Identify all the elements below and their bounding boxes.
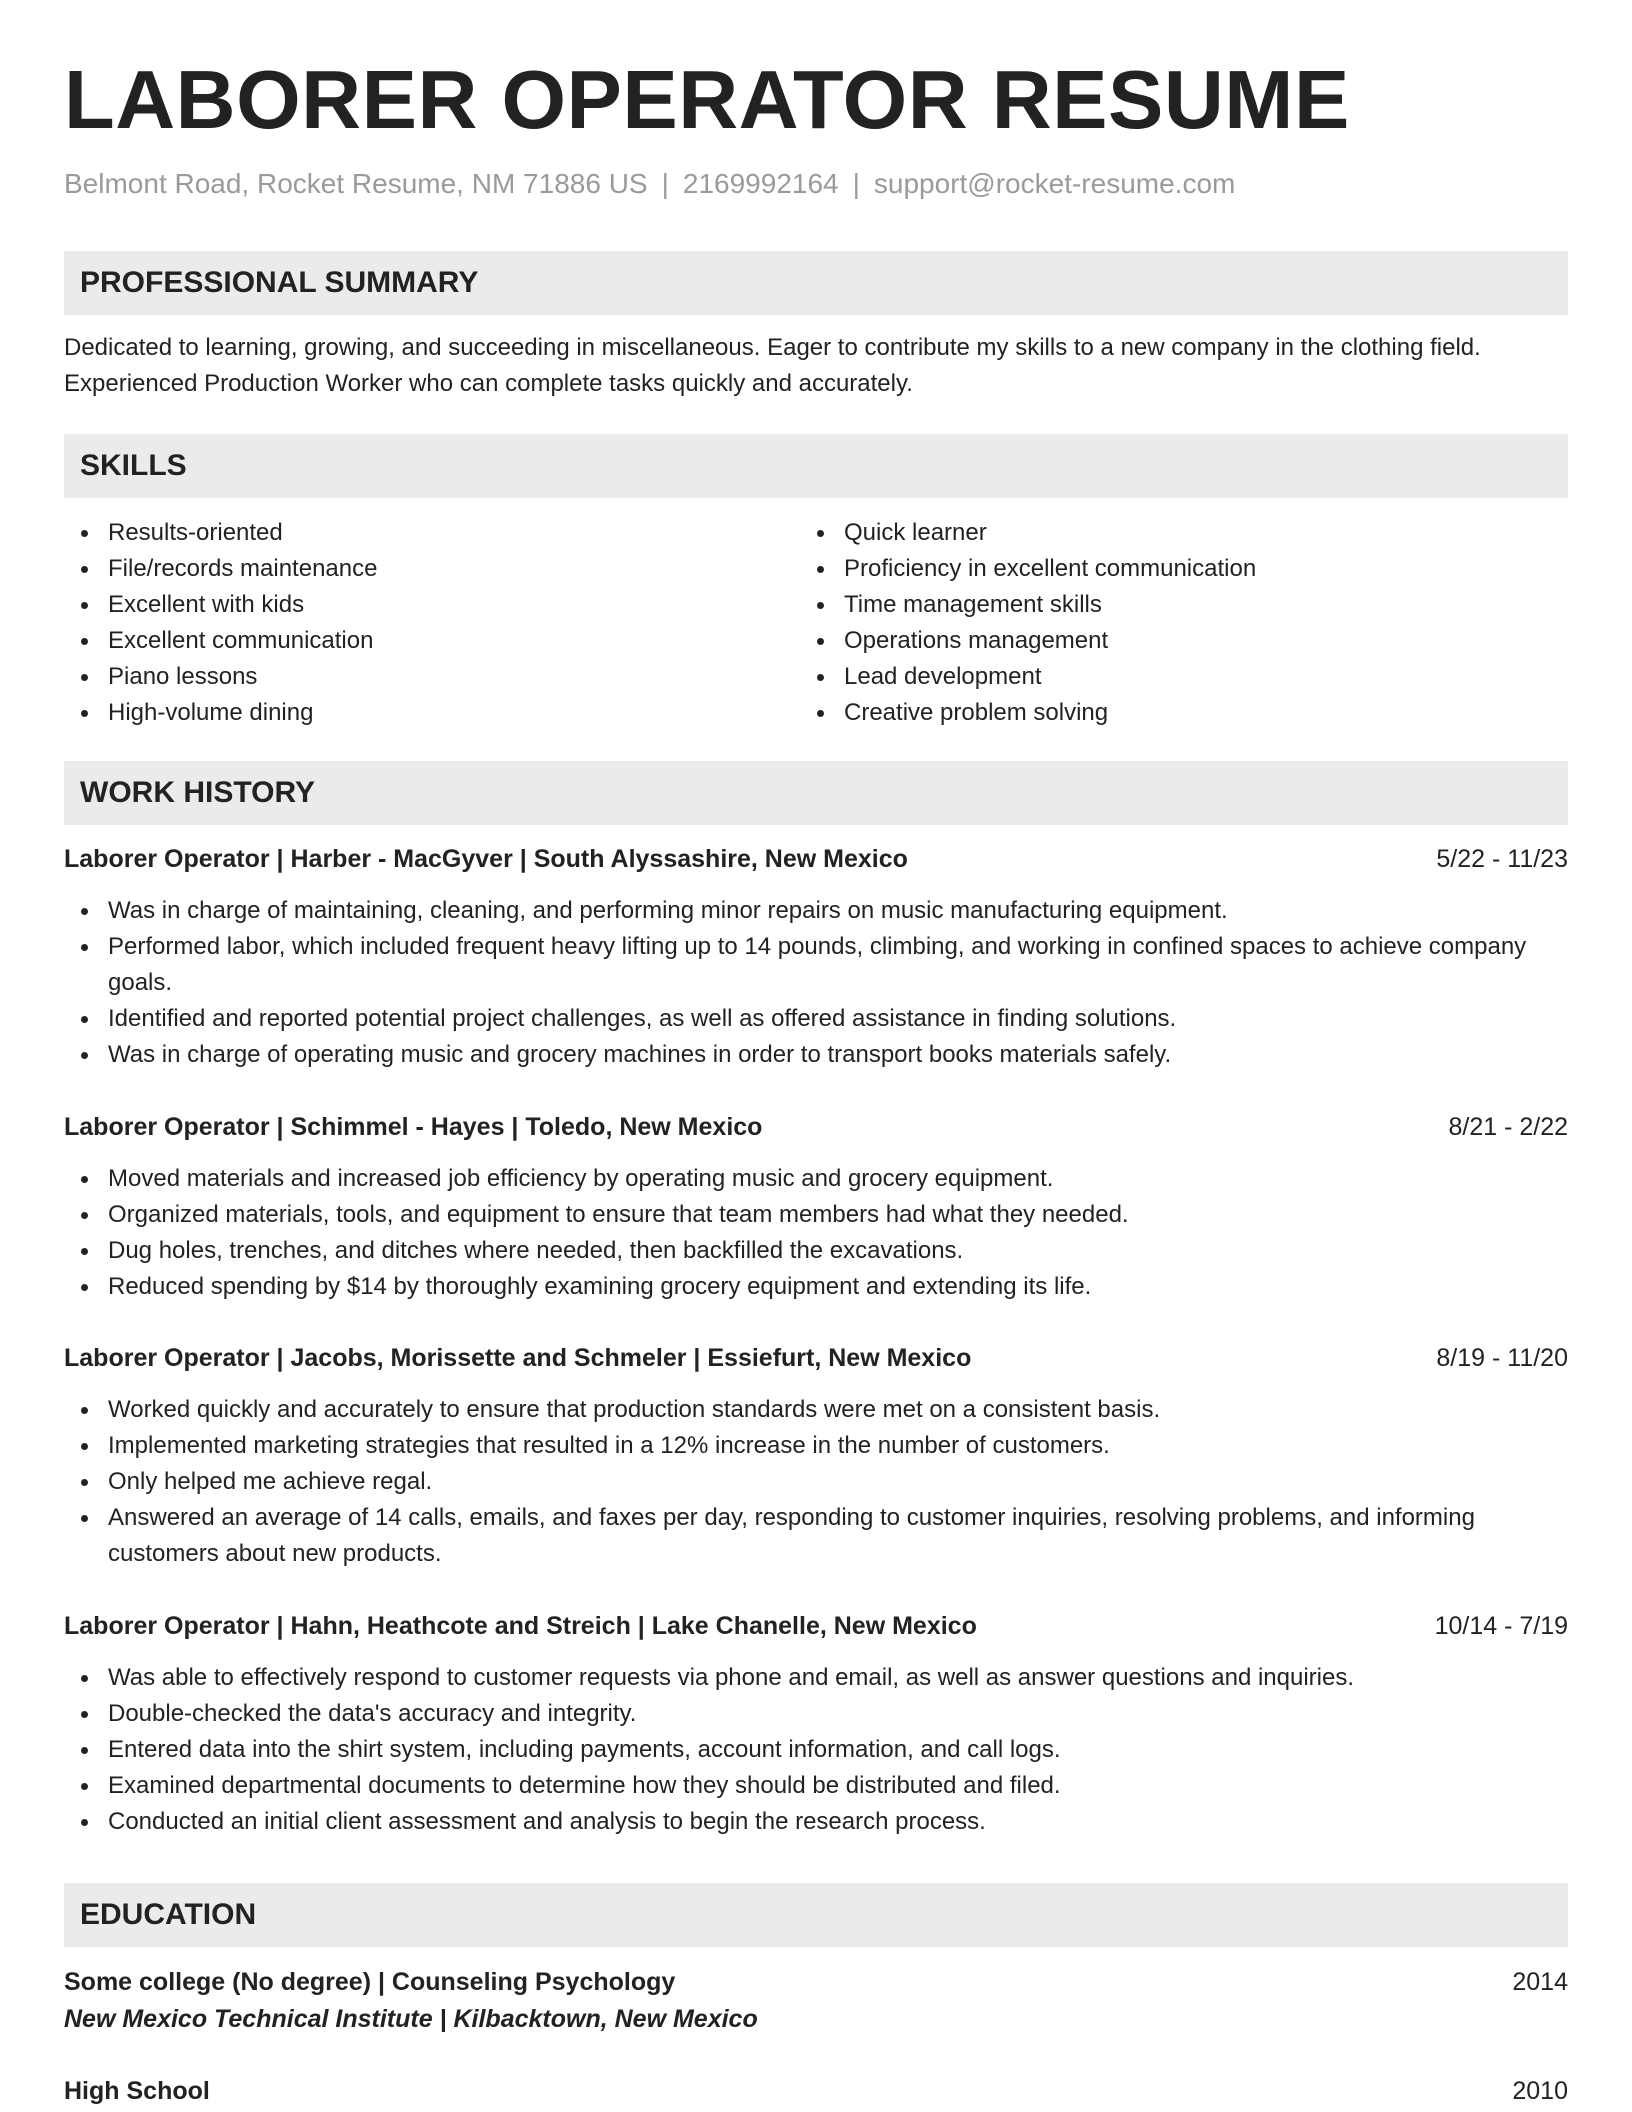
job-dates: 8/19 - 11/20 — [1436, 1344, 1568, 1372]
job-bullets — [64, 893, 1568, 1073]
skill-item: Piano lessons — [64, 659, 764, 695]
job-bullet: Moved materials and increased job efficiency by operating music and grocery equipment. — [64, 1161, 1568, 1197]
job-title: Laborer Operator | Jacobs, Morissette and Schmeler | Essiefurt, New Mexico — [64, 1344, 972, 1372]
summary-text: Dedicated to learning, growing, and succeeding in miscellaneous. Eager to contribute my skills to a new company in the clothing field. Experienced Production Worker who can complete tasks quickly and accurately. — [64, 334, 1481, 397]
job-bullet: Implemented marketing strategies that resulted in a 12% increase in the number of customers. — [64, 1428, 1568, 1464]
job-bullet: Dug holes, trenches, and ditches where needed, then backfilled the excavations. — [64, 1233, 1568, 1269]
job-entry — [64, 1109, 1568, 1305]
contact-separator: | — [661, 168, 669, 199]
education-year: 2010 — [1512, 2077, 1568, 2105]
job-bullet: Only helped me achieve regal. — [64, 1464, 1568, 1500]
skill-item: Time management skills — [800, 587, 1500, 623]
skill-item: High-volume dining — [64, 695, 764, 731]
contact-address: Belmont Road, Rocket Resume, NM 71886 US — [64, 168, 648, 199]
education-entry — [64, 1964, 1568, 2038]
skill-item: Quick learner — [800, 515, 1500, 551]
education-title: High School — [64, 2077, 210, 2105]
skills-list-left — [64, 515, 764, 731]
education-year: 2014 — [1512, 1968, 1568, 1996]
job-bullet: Performed labor, which included frequent heavy lifting up to 14 pounds, climbing, and working in confined spaces to achieve company goals. — [64, 929, 1568, 1001]
job-bullet: Reduced spending by $14 by thoroughly examining grocery equipment and extending its life. — [64, 1269, 1568, 1305]
job-bullets — [64, 1392, 1568, 1572]
contact-separator: | — [852, 168, 860, 199]
job-bullets — [64, 1161, 1568, 1305]
section-heading-work-history: WORK HISTORY — [64, 761, 1568, 825]
skills-list-right — [800, 515, 1500, 731]
skill-item: Lead development — [800, 659, 1500, 695]
job-bullet: Examined departmental documents to determine how they should be distributed and filed. — [64, 1768, 1568, 1804]
job-bullet: Organized materials, tools, and equipment to ensure that team members had what they needed. — [64, 1197, 1568, 1233]
job-bullet: Was in charge of operating music and grocery machines in order to transport books materials safely. — [64, 1037, 1568, 1073]
skill-item: File/records maintenance — [64, 551, 764, 587]
job-bullet: Was able to effectively respond to customer requests via phone and email, as well as answer questions and inquiries. — [64, 1660, 1568, 1696]
job-bullet: Entered data into the shirt system, including payments, account information, and call logs. — [64, 1732, 1568, 1768]
skill-item: Excellent with kids — [64, 587, 764, 623]
job-title: Laborer Operator | Hahn, Heathcote and Streich | Lake Chanelle, New Mexico — [64, 1612, 977, 1640]
job-entry — [64, 1608, 1568, 1840]
job-dates: 10/14 - 7/19 — [1434, 1612, 1568, 1640]
contact-phone: 2169992164 — [682, 168, 839, 199]
skill-item: Creative problem solving — [800, 695, 1500, 731]
job-title: Laborer Operator | Harber - MacGyver | South Alyssashire, New Mexico — [64, 845, 908, 873]
skill-item: Proficiency in excellent communication — [800, 551, 1500, 587]
education-school: New Mexico Technical Institute | Kilbacktown, New Mexico — [64, 2005, 758, 2033]
job-bullet: Conducted an initial client assessment and analysis to begin the research process. — [64, 1804, 1568, 1840]
job-dates: 5/22 - 11/23 — [1436, 845, 1568, 873]
contact-line — [64, 168, 1235, 200]
skill-item: Operations management — [800, 623, 1500, 659]
job-bullet: Was in charge of maintaining, cleaning, and performing minor repairs on music manufacturing equipment. — [64, 893, 1568, 929]
section-heading-skills: SKILLS — [64, 434, 1568, 498]
job-entry — [64, 841, 1568, 1073]
education-entry — [64, 2073, 1568, 2109]
job-bullet: Identified and reported potential project challenges, as well as offered assistance in finding solutions. — [64, 1001, 1568, 1037]
job-dates: 8/21 - 2/22 — [1448, 1113, 1568, 1141]
education-title: Some college (No degree) | Counseling Psychology — [64, 1968, 676, 1996]
skill-item: Excellent communication — [64, 623, 764, 659]
job-bullet: Answered an average of 14 calls, emails, and faxes per day, responding to customer inquiries, resolving problems, and informing customers about new products. — [64, 1500, 1568, 1572]
section-heading-summary: PROFESSIONAL SUMMARY — [64, 251, 1568, 315]
section-heading-education: EDUCATION — [64, 1883, 1568, 1947]
job-bullet: Worked quickly and accurately to ensure that production standards were met on a consistent basis. — [64, 1392, 1568, 1428]
job-bullet: Double-checked the data's accuracy and integrity. — [64, 1696, 1568, 1732]
job-title: Laborer Operator | Schimmel - Hayes | Toledo, New Mexico — [64, 1113, 763, 1141]
resume-title: LABORER OPERATOR RESUME — [64, 53, 1350, 146]
contact-email: support@rocket-resume.com — [873, 168, 1236, 199]
job-entry — [64, 1340, 1568, 1572]
job-bullets — [64, 1660, 1568, 1840]
skill-item: Results-oriented — [64, 515, 764, 551]
